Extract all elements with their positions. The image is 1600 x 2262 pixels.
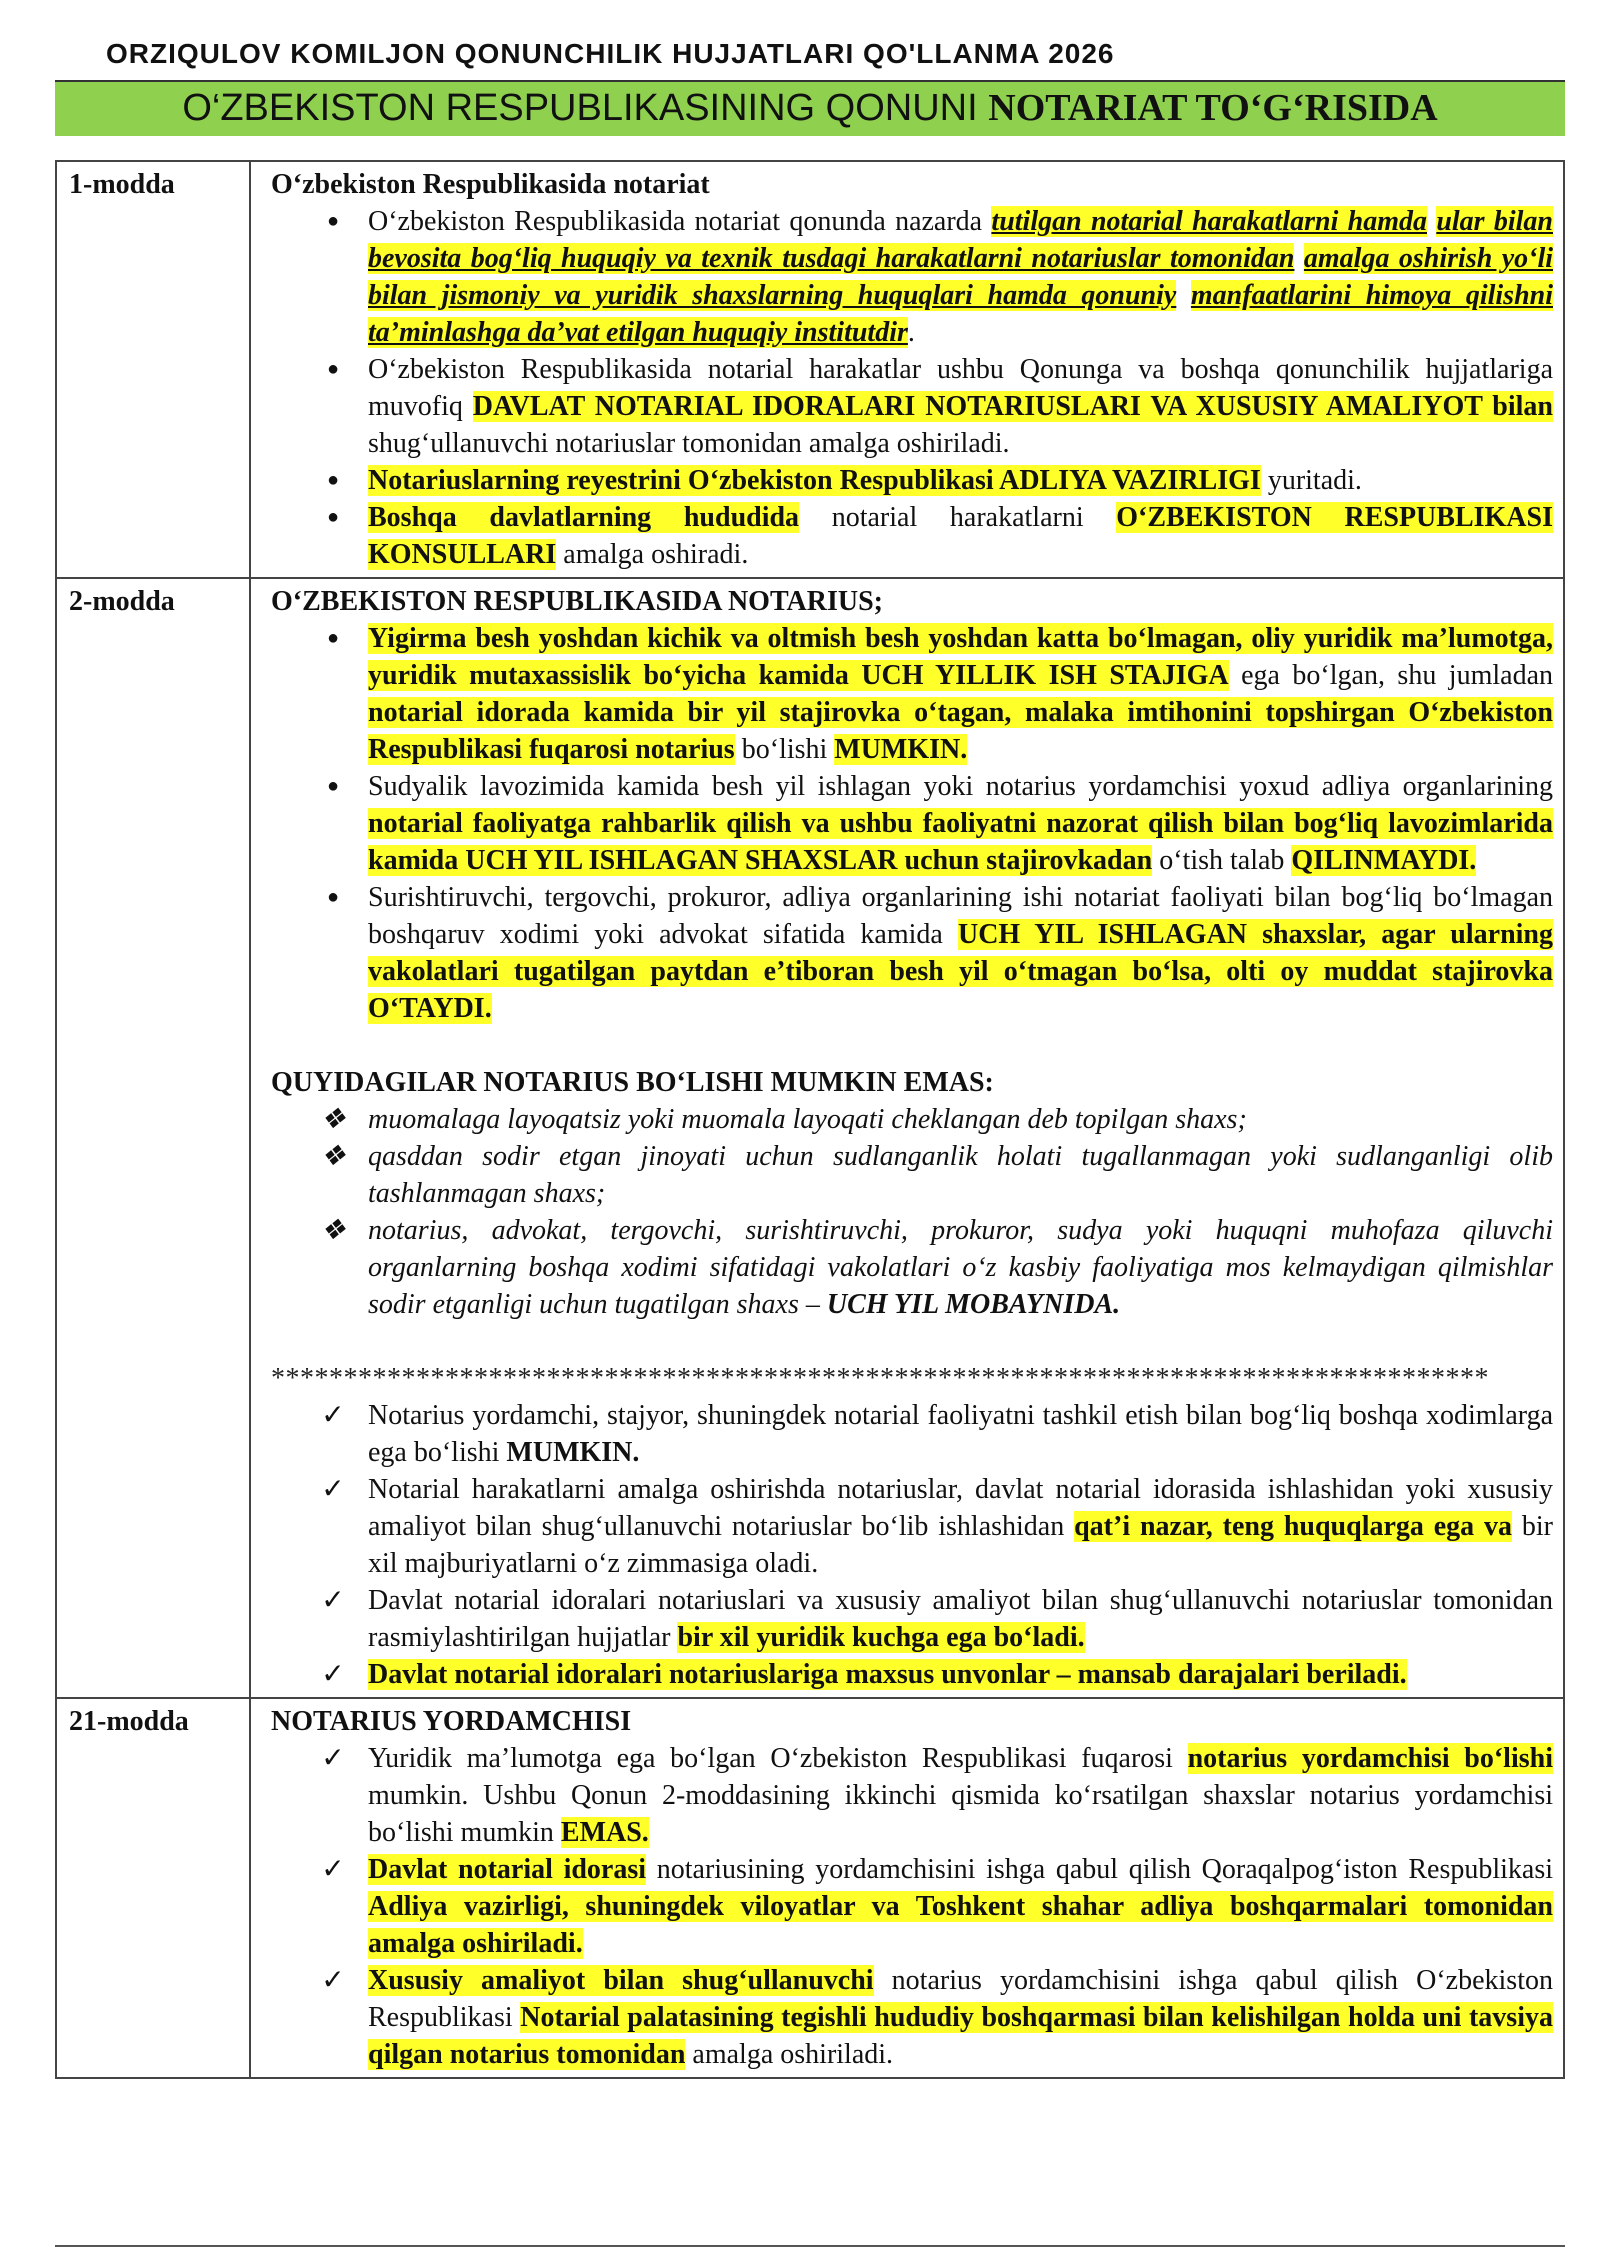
table-row [56, 1698, 1564, 2078]
check-icon: ✓ [321, 1400, 345, 1431]
separator-line: ************************************************************************************ [271, 1363, 1489, 1394]
bullet-icon: ● [326, 469, 340, 491]
diamond-list [263, 1101, 1553, 1323]
check-icon: ✓ [321, 1659, 345, 1690]
check-icon: ✓ [321, 1474, 345, 1505]
list-item: ✓ Davlat notarial idorasi notariusining yordamchisini ishga qabul qilish Qoraqalpog‘iston Respublikasi Adliya vazirligi, shuningdek viloyatlar va Toshkent shahar adliya boshqarmalari tomonidan amalga oshiriladi. [263, 1851, 1553, 1962]
list-item: ✓ Davlat notarial idoralari notariuslari va xususiy amaliyot bilan shug‘ullanuvchi notariuslar tomonidan rasmiylashtirilgan hujjatlar bir xil yuridik kuchga ega bo‘ladi. [263, 1582, 1553, 1656]
bullet-list [263, 620, 1553, 1027]
article-number: 2-modda [56, 578, 250, 1698]
check-icon: ✓ [321, 1854, 345, 1885]
list-item: ✓ Yuridik ma’lumotga ega bo‘lgan O‘zbekiston Respublikasi fuqarosi notarius yordamchisi bo‘lishi mumkin. Ushbu Qonun 2-moddasining ikkinchi qismida ko‘rsatilgan shaxslar notarius yordamchisi bo‘lishi mumkin EMAS. [263, 1740, 1553, 1851]
bullet-icon: ● [326, 506, 340, 528]
diamond-icon: ❖ [320, 1141, 346, 1172]
list-item: ❖ muomalaga layoqatsiz yoki muomala layoqati cheklangan deb topilgan shaxs; [263, 1101, 1553, 1138]
articles-table [55, 160, 1565, 2079]
list-item: ✓ Davlat notarial idoralari notariuslariga maxsus unvonlar – mansab darajalari beriladi. [263, 1656, 1553, 1693]
bullet-icon: ● [326, 627, 340, 649]
article-heading: O‘ZBEKISTON RESPUBLIKASIDA NOTARIUS; [271, 586, 884, 617]
diamond-icon: ❖ [320, 1104, 346, 1135]
diamond-icon: ❖ [320, 1215, 346, 1246]
bullet-icon: ● [326, 210, 340, 232]
bullet-icon: ● [326, 775, 340, 797]
bullet-icon: ● [326, 886, 340, 908]
list-item: ✓ Notarius yordamchi, stajyor, shuningdek notarial faoliyatni tashkil etish bilan bog‘liq boshqa xodimlarga ega bo‘lishi MUMKIN. [263, 1397, 1553, 1471]
article-content [250, 1698, 1564, 2078]
law-title-regular: O‘ZBEKISTON RESPUBLIKASINING QONUNI [182, 87, 978, 129]
check-icon: ✓ [321, 1743, 345, 1774]
bottom-divider [55, 2245, 1565, 2247]
bullet-list [263, 203, 1553, 573]
check-list [263, 1740, 1553, 2073]
article-number: 1-modda [56, 161, 250, 578]
article-heading: NOTARIUS YORDAMCHISI [271, 1706, 632, 1737]
list-item: ✓ Notarial harakatlarni amalga oshirishda notariuslar, davlat notarial idorasida ishlashidan yoki xususiy amaliyot bilan shug‘ullanuvchi notariuslar bo‘lib ishlashidan qat’i nazar, teng huquqlarga ega va bir xil majburiyatlarni o‘z zimmasiga oladi. [263, 1471, 1553, 1582]
article-content [250, 161, 1564, 578]
article-content [250, 578, 1564, 1698]
check-icon: ✓ [321, 1585, 345, 1616]
list-item: ● Boshqa davlatlarning hududida notarial harakatlarni O‘ZBEKISTON RESPUBLIKASI KONSULLARI amalga oshiradi. [263, 499, 1553, 573]
table-row [56, 161, 1564, 578]
bullet-icon: ● [326, 358, 340, 380]
check-list [263, 1397, 1553, 1693]
list-item: ✓ Xususiy amaliyot bilan shug‘ullanuvchi notarius yordamchisini ishga qabul qilish O‘zbekiston Respublikasi Notarial palatasining tegishli hududiy boshqarmasi bilan kelishilgan holda uni tavsiya qilgan notarius tomonidan amalga oshiriladi. [263, 1962, 1553, 2073]
table-row [56, 578, 1564, 1698]
list-item: ● Notariuslarning reyestrini O‘zbekiston Respublikasi ADLIYA VAZIRLIGI yuritadi. [263, 462, 1553, 499]
list-item: ● O‘zbekiston Respublikasida notarial harakatlar ushbu Qonunga va boshqa qonunchilik hujjatlariga muvofiq DAVLAT NOTARIAL IDORALARI NOTARIUSLARI VA XUSUSIY AMALIYOT bilan shug‘ullanuvchi notariuslar tomonidan amalga oshiriladi. [263, 351, 1553, 462]
list-item: ❖ qasddan sodir etgan jinoyati uchun sudlanganlik holati tugallanmagan yoki sudlanganligi olib tashlanmagan shaxs; [263, 1138, 1553, 1212]
article-number: 21-modda [56, 1698, 250, 2078]
list-item: ● Sudyalik lavozimida kamida besh yil ishlagan yoki notarius yordamchisi yoxud adliya organlarining notarial faoliyatga rahbarlik qilish va ushbu faoliyatni nazorat qilish bilan bog‘liq lavozimlarida kamida UCH YIL ISHLAGAN SHAXSLAR uchun stajirovkadan o‘tish talab QILINMAYDI. [263, 768, 1553, 879]
article-heading: O‘zbekiston Respublikasida notariat [271, 169, 710, 200]
document-header: ORZIQULOV KOMILJON QONUNCHILIK HUJJATLARI QO'LLANMA 2026 [106, 38, 1115, 69]
section-heading: QUYIDAGILAR NOTARIUS BO‘LISHI MUMKIN EMAS: [271, 1067, 994, 1098]
list-item: ❖ notarius, advokat, tergovchi, surishtiruvchi, prokuror, sudya yoki huquqni muhofaza qiluvchi organlarning boshqa xodimi sifatidagi vakolatlari o‘z kasbiy faoliyatiga mos kelmaydigan qilmishlar sodir etganligi uchun tugatilgan shaxs – UCH YIL MOBAYNIDA. [263, 1212, 1553, 1323]
list-item: ● Yigirma besh yoshdan kichik va oltmish besh yoshdan katta bo‘lmagan, oliy yuridik ma’lumotga, yuridik mutaxassislik bo‘yicha kamida UCH YILLIK ISH STAJIGA ega bo‘lgan, shu jumladan notarial idorada kamida bir yil stajirovka o‘tagan, malaka imtihonini topshirgan O‘zbekiston Respublikasi fuqarosi notarius bo‘lishi MUMKIN. [263, 620, 1553, 768]
law-title-bold: NOTARIAT TO‘G‘RISIDA [988, 87, 1438, 129]
list-item: ● Surishtiruvchi, tergovchi, prokuror, adliya organlarining ishi notariat faoliyati bilan bog‘liq bo‘lmagan boshqaruv xodimi yoki advokat sifatida kamida UCH YIL ISHLAGAN shaxslar, agar ularning vakolatlari tugatilgan paytdan e’tiboran besh yil o‘tmagan bo‘lsa, olti oy muddat stajirovka O‘TAYDI. [263, 879, 1553, 1027]
check-icon: ✓ [321, 1965, 345, 1996]
law-title-bar [55, 80, 1565, 136]
list-item: ● O‘zbekiston Respublikasida notariat qonunda nazarda tutilgan notarial harakatlarni hamda ular bilan bevosita bog‘liq huquqiy va texnik tusdagi harakatlarni notariuslar tomonidan amalga oshirish yo‘li bilan jismoniy va yuridik shaxslarning huquqlari hamda qonuniy manfaatlarini himoya qilishni ta’minlashga da’vat etilgan huquqiy institutdir. [263, 203, 1553, 351]
